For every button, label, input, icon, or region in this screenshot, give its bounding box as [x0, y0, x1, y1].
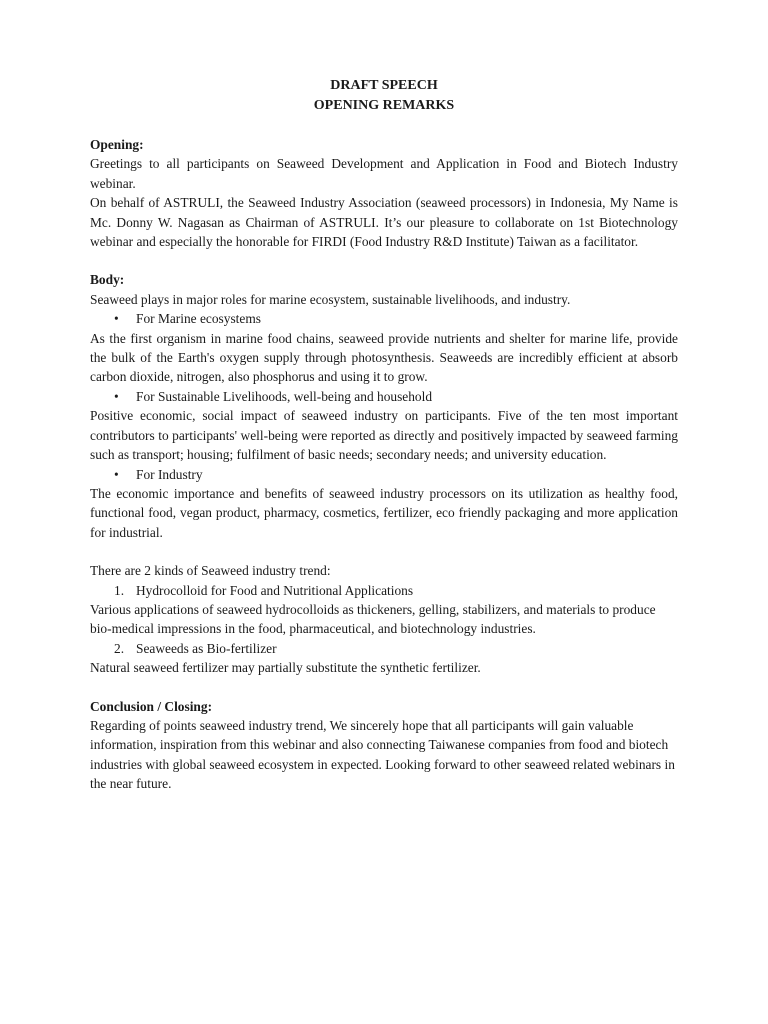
- document-title-line1: DRAFT SPEECH: [330, 78, 438, 93]
- bullet-mark: •: [114, 466, 119, 482]
- spacer: [90, 678, 678, 697]
- body-heading: Body:: [90, 272, 125, 288]
- spacer: [90, 542, 678, 561]
- numbered-item: [90, 639, 678, 658]
- bullet-label: For Sustainable Livelihoods, well-being and household: [136, 388, 433, 404]
- conclusion-section: [90, 697, 678, 794]
- document-page: [90, 76, 678, 794]
- spacer: [90, 251, 678, 270]
- body-section: [90, 270, 678, 677]
- opening-heading: Opening:: [90, 137, 144, 152]
- opening-paragraph-greeting: Greetings to all participants on Seaweed Development and Application in Food and Biotech Industry webinar.: [90, 156, 678, 191]
- numbered-label: Hydrocolloid for Food and Nutritional Applications: [136, 582, 414, 598]
- body-intro: Seaweed plays in major roles for marine ecosystem, sustainable livelihoods, and industry.: [90, 291, 571, 307]
- conclusion-heading: Conclusion / Closing:: [90, 698, 213, 714]
- document-title-line2: OPENING REMARKS: [313, 98, 455, 113]
- bullet-label: For Industry: [136, 466, 203, 482]
- opening-section: [90, 135, 678, 251]
- trend-intro: There are 2 kinds of Seaweed industry trend:: [90, 563, 331, 579]
- bullet-label: For Marine ecosystems: [136, 311, 261, 327]
- numbered-item: [90, 581, 678, 600]
- conclusion-paragraph: Regarding of points seaweed industry trend, We sincerely hope that all participants will gain valuable information, inspiration from this webinar and also connecting Taiwanese companies from food and biotech industries with global seaweed ecosystem in expected. Looking forward to other seaweed related webinars in the near future.: [90, 717, 675, 792]
- bullet-mark: •: [114, 311, 119, 327]
- bullet-item: [90, 387, 678, 406]
- numbered-paragraph: Natural seaweed fertilizer may partially substitute the synthetic fertilizer.: [90, 660, 481, 676]
- bullet-item: [90, 309, 678, 328]
- spacer: [90, 116, 678, 135]
- bullet-paragraph: As the first organism in marine food chains, seaweed provide nutrients and shelter for marine life, provide the bulk of the Earth's oxygen supply through photosynthesis. Seaweeds are incredibly efficient at absorb carbon dioxide, nitrogen, also phosphorus and using it to grow.: [90, 330, 678, 385]
- opening-paragraph-introduction: On behalf of ASTRULI, the Seaweed Industry Association (seaweed processors) in Indonesia, My Name is Mc. Donny W. Nagasan as Chairman of ASTRULI. It’s our pleasure to collaborate on 1st Biotechnology webinar and especially the honorable for FIRDI (Food Industry R&D Institute) Taiwan as a facilitator.: [90, 195, 678, 250]
- bullet-item: [90, 465, 678, 484]
- bullet-mark: •: [114, 388, 119, 404]
- bullet-paragraph: The economic importance and benefits of seaweed industry processors on its utilization as healthy food, functional food, vegan product, pharmacy, cosmetics, fertilizer, eco friendly packaging and more application for industrial.: [90, 485, 678, 540]
- numbered-paragraph: Various applications of seaweed hydrocolloids as thickeners, gelling, stabilizers, and materials to produce bio-medical impressions in the food, pharmaceutical, and biotechnology industries.: [90, 601, 656, 637]
- list-number: 2.: [114, 640, 125, 656]
- list-number: 1.: [114, 582, 125, 598]
- bullet-paragraph: Positive economic, social impact of seaweed industry on participants. Five of the ten most important contributors to participants' well-being were reported as directly and positively impacted by seaweed farming such as transport; housing; fulfilment of basic needs; secondary needs; and university education.: [90, 408, 678, 463]
- numbered-label: Seaweeds as Bio-fertilizer: [136, 640, 277, 656]
